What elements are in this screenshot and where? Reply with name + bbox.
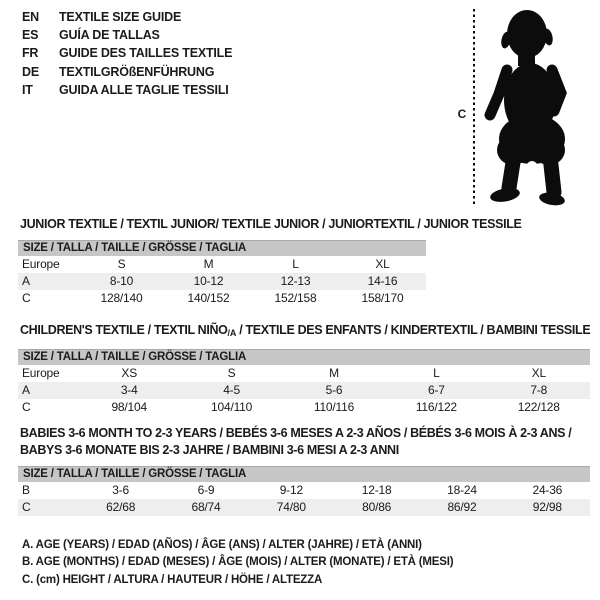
guide-title: GUIDA ALLE TAGLIE TESSILI [59,82,229,97]
title-line: BABYS 3-6 MONATE BIS 2-3 JAHRE / BAMBINI 3-6 MESI A 2-3 ANNI [20,443,399,457]
table-row-height [18,290,426,307]
language-title-list [22,8,232,99]
height-measure-dashed-line [473,9,475,205]
title-subscript: /A [227,328,237,338]
language-code: FR [22,46,39,61]
cell: 104/110 [211,400,253,414]
cell: M [329,366,339,380]
language-row-fr [22,44,232,62]
cell: 86/92 [447,500,477,514]
table-row-height [18,499,590,516]
cell: 80/86 [362,500,392,514]
junior-textile-section [18,216,522,307]
cell: 6-9 [197,483,215,497]
table-row-age [18,273,426,290]
title-text: CHILDREN'S TEXTILE / TEXTIL NIÑO [20,323,228,337]
table-row-age [18,382,590,399]
table-row-europe [18,365,590,382]
language-row-es [22,26,232,44]
language-code: IT [22,82,33,97]
cell: 110/116 [313,400,355,414]
cell: S [227,366,236,380]
guide-title: GUÍA DE TALLAS [59,28,160,43]
guide-title: TEXTILE SIZE GUIDE [59,10,182,24]
children-table-title [20,322,590,342]
row-label: C [22,291,31,305]
cell: 68/74 [191,500,221,514]
cell: M [203,257,214,271]
cell: 6-7 [427,383,445,397]
row-label: B [22,483,30,497]
size-header-bar: SIZE / TALLA / TAILLE / GRÖSSE / TAGLIA [18,350,590,365]
language-code: ES [22,28,39,43]
cell: 3-4 [120,383,138,397]
cell: 116/122 [415,400,457,414]
babies-table-title [20,425,590,459]
cell: S [117,257,126,271]
row-label: Europe [22,257,60,271]
babies-size-table [18,466,590,516]
children-textile-section [18,322,590,416]
language-code: DE [22,64,39,79]
cell: 10-12 [193,274,224,288]
junior-size-table [18,240,426,307]
language-row-en [22,8,232,26]
cell: 9-12 [279,483,303,497]
cell: L [292,257,299,271]
footnote-b: B. AGE (MONTHS) / EDAD (MESES) / ÂGE (MOIS) / ALTER (MONATE) / ETÀ (MESI) [22,556,454,569]
title-text: / TEXTILE DES ENFANTS / KINDERTEXTIL / BAMBINI TESSILE [236,323,591,337]
cell: 14-16 [367,274,398,288]
language-code: EN [22,10,39,24]
cell: 8-10 [109,274,134,288]
language-row-it [22,81,232,99]
size-header-bar: SIZE / TALLA / TAILLE / GRÖSSE / TAGLIA [18,467,590,482]
row-label: A [22,383,30,397]
cell: 12-13 [280,274,311,288]
cell: XL [531,366,546,380]
cell: 3-6 [112,483,130,497]
title-line: BABIES 3-6 MONTH TO 2-3 YEARS / BEBÉS 3-6 MESES A 2-3 AÑOS / BÉBÉS 3-6 MOIS À 2-3 ANS / [20,426,572,440]
row-label: Europe [22,366,60,380]
cell: 92/98 [532,500,562,514]
language-row-de [22,63,232,81]
footnotes [22,537,453,589]
cell: 158/170 [361,291,404,305]
cell: 98/104 [111,400,147,414]
cell: 74/80 [276,500,306,514]
row-label: A [22,274,30,288]
table-row-age-months [18,482,590,499]
cell: 7-8 [530,383,548,397]
guide-title: GUIDE DES TAILLES TEXTILE [59,46,233,61]
cell: 140/152 [187,291,230,305]
cell: 122/128 [517,400,560,414]
row-label: C [22,400,31,414]
footnote-c: C. (cm) HEIGHT / ALTURA / HAUTEUR / HÖHE / ALTEZZA [22,573,323,586]
cell: 128/140 [100,291,143,305]
cell: L [433,366,440,380]
measured-child-figure [450,6,600,208]
babies-textile-section [18,425,590,516]
cell: 5-6 [325,383,343,397]
cell: 152/158 [274,291,317,305]
cell: 62/68 [106,500,136,514]
cell: XL [375,257,390,271]
height-measure-label: C [457,107,467,121]
size-header-bar: SIZE / TALLA / TAILLE / GRÖSSE / TAGLIA [18,241,426,256]
junior-table-title: JUNIOR TEXTILE / TEXTIL JUNIOR/ TEXTILE JUNIOR / JUNIORTEXTIL / JUNIOR TESSILE [20,217,522,231]
children-size-table [18,349,590,416]
cell: XS [121,366,137,380]
toddler-silhouette-icon [480,8,570,208]
table-row-height [18,399,590,416]
table-row-europe [18,256,426,273]
row-label: C [22,500,31,514]
cell: 4-5 [223,383,240,397]
guide-title: TEXTILGRÖßENFÜHRUNG [59,64,215,79]
cell: 12-18 [361,483,392,497]
footnote-a: A. AGE (YEARS) / EDAD (AÑOS) / ÂGE (ANS) / ALTER (JAHRE) / ETÀ (ANNI) [22,539,422,551]
cell: 18-24 [447,483,477,497]
cell: 24-36 [532,483,563,497]
